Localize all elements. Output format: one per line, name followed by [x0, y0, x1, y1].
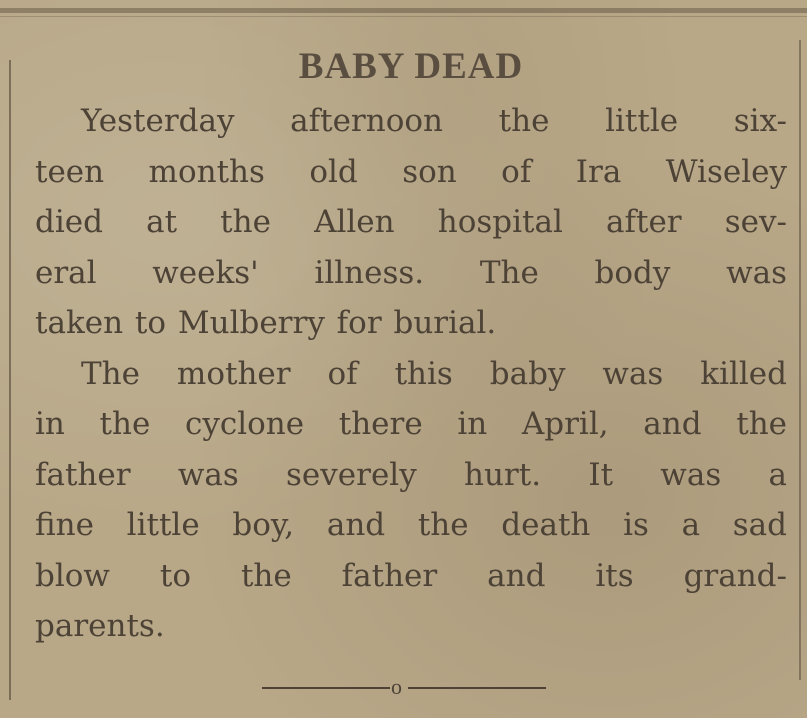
text-line: The mother of this baby was killed	[81, 355, 787, 392]
top-column-rule	[0, 8, 807, 13]
left-column-rule	[9, 60, 11, 700]
right-column-rule	[799, 40, 801, 680]
text-line: blow to the father and its grand-	[35, 557, 787, 594]
text-line: in the cyclone there in April, and the	[35, 406, 787, 442]
end-of-article-ornament	[262, 674, 546, 699]
text-line: Yesterday afternoon the little six-	[81, 103, 787, 139]
article-headline: BABY DEAD	[298, 46, 524, 87]
ornament-rule-left	[262, 687, 390, 689]
news-article	[35, 42, 787, 652]
ornament-circle: o	[391, 674, 402, 699]
text-line: died at the Allen hospital after sev-	[35, 204, 787, 240]
text-line: father was severely hurt. It was a	[35, 456, 787, 493]
text-line: parents.	[35, 608, 165, 644]
text-line: eral weeks' illness. The body was	[35, 254, 787, 291]
article-paragraph-2	[35, 349, 787, 652]
article-paragraph-1	[35, 96, 787, 349]
text-line: fine little boy, and the death is a sad	[35, 507, 787, 543]
text-line: taken to Mulberry for burial.	[35, 305, 497, 341]
text-line: teen months old son of Ira Wiseley	[35, 153, 787, 190]
ornament-rule-right	[408, 687, 546, 689]
top-column-rule-thin	[0, 16, 807, 17]
